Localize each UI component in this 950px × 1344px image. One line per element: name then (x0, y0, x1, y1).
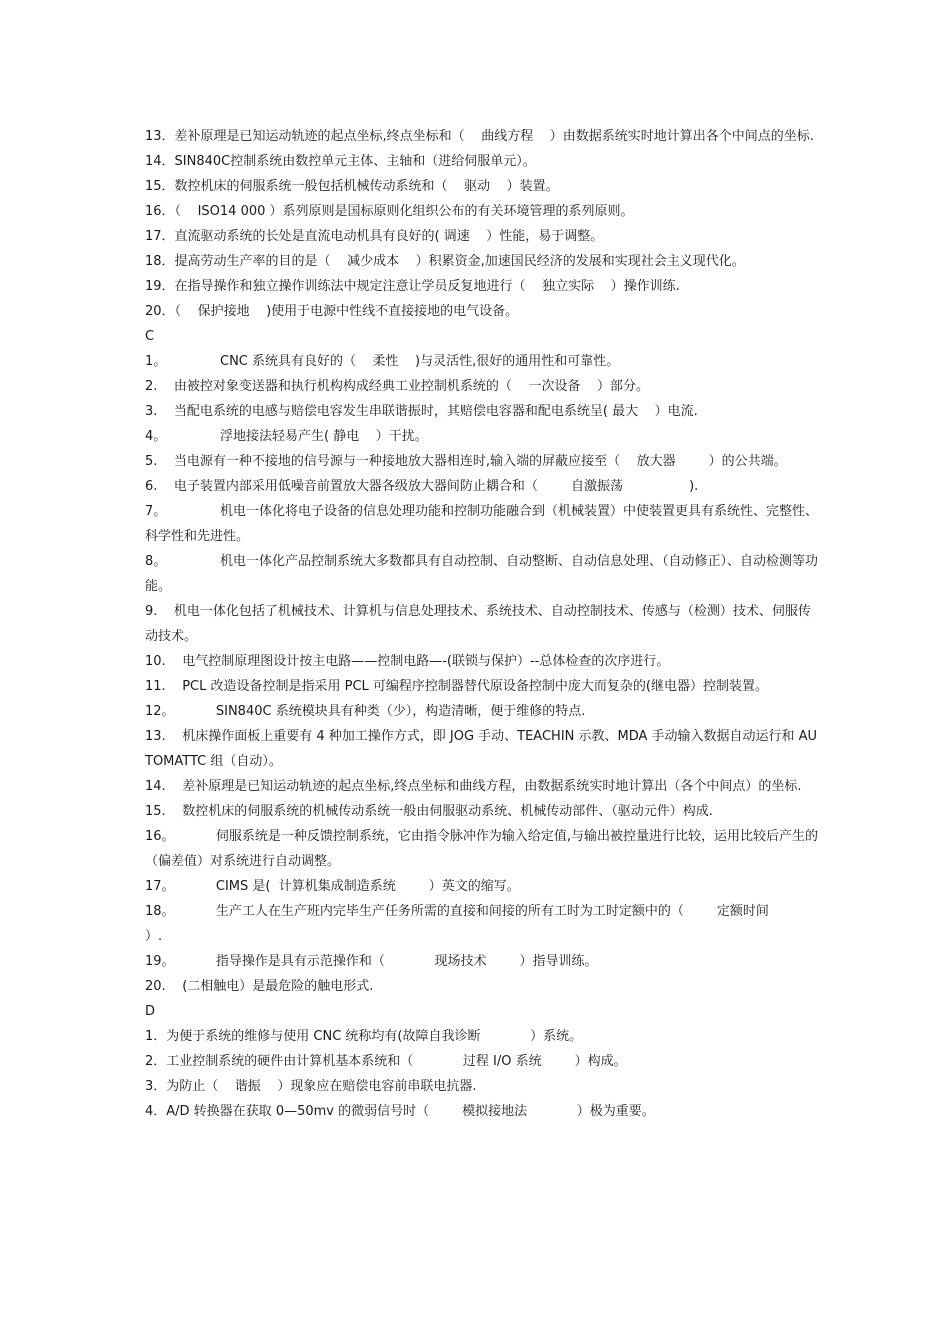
text-line: 2. 由被控对象变送器和执行机构构成经典工业控制机系统的（ 一次设备 ）部分。 (145, 379, 649, 394)
text-line: 9. 机电一体化包括了机械技术、计算机与信息处理技术、系统技术、自动控制技术、传感与（检测）技术、伺服传动技术。 (145, 604, 811, 644)
text-line: 19．在指导操作和独立操作训练法中规定注意让学员反复地进行（ 独立实际 ）操作训练. (145, 279, 680, 294)
text-line: 3. 当配电系统的电感与赔偿电容发生串联谐振时，其赔偿电容器和配电系统呈( 最大 ）电流. (145, 404, 698, 419)
text-line: 16．（ ISO14 000 ）系列原则是国标原则化组织公布的有关环境管理的系列原则。 (145, 204, 634, 219)
text-line: 14．SIN840C控制系统由数控单元主体、主轴和（进给伺服单元）。 (145, 154, 536, 169)
text-line: 20．（ 保护接地 )使用于电源中性线不直接接地的电气设备。 (145, 304, 519, 319)
section-heading-d: D (145, 1004, 156, 1019)
text-line: 6. 电子装置内部采用低噪音前置放大器各级放大器间防止耦合和（ 自激振荡 ). (145, 479, 699, 494)
text-line: 3．为防止（ 谐振 ）现象应在赔偿电容前串联电抗器. (145, 1079, 477, 1094)
text-line: 20. (二相触电）是最危险的触电形式. (145, 979, 374, 994)
text-line: 1。 CNC 系统具有良好的（ 柔性 )与灵活性,很好的通用性和可靠性。 (145, 354, 620, 369)
text-line: 10. 电气控制原理图设计按主电路——控制电路—-(联锁与保护）--总体检查的次序进行。 (145, 654, 670, 669)
text-line: 4。 浮地接法轻易产生( 静电 ）干扰。 (145, 429, 428, 444)
text-line: 11. PCL 改造设备控制是指采用 PCL 可编程序控制器替代原设备控制中庞大而复杂的(继电器）控制装置。 (145, 679, 768, 694)
text-line: 17。 CIMS 是( 计算机集成制造系统 ）英文的缩写。 (145, 879, 520, 894)
text-line: 13. 机床操作面板上重要有 4 种加工操作方式，即 JOG 手动、TEACHIN 示教、MDA 手动输入数据自动运行和 AUTOMATTC 组（自动）。 (145, 729, 818, 769)
text-line: 17．直流驱动系统的长处是直流电动机具有良好的( 调速 ）性能，易于调整。 (145, 229, 604, 244)
text-line: 1．为便于系统的维修与使用 CNC 统称均有(故障自我诊断 ）系统。 (145, 1029, 583, 1044)
text-line: 14. 差补原理是已知运动轨迹的起点坐标,终点坐标和曲线方程，由数据系统实时地计算出（各个中间点）的坐标. (145, 779, 802, 794)
section-heading-c: C (145, 329, 155, 344)
text-line: 16。 伺服系统是一种反馈控制系统，它由指令脉冲作为输入给定值,与输出被控量进行比较，运用比较后产生的（偏差值）对系统进行自动调整。 (145, 829, 818, 869)
text-line: 12。 SIN840C 系统模块具有种类（少），构造清晰，便于维修的特点. (145, 704, 586, 719)
text-line: 18．提高劳动生产率的目的是（ 减少成本 ）积累资金,加速国民经济的发展和实现社会主义现代化。 (145, 254, 745, 269)
text-line: 19。 指导操作是具有示范操作和（ 现场技术 ）指导训练。 (145, 954, 598, 969)
text-line: 5. 当电源有一种不接地的信号源与一种接地放大器相连时,输入端的屏蔽应接至（ 放大器 ）的公共端。 (145, 454, 787, 469)
text-line: 2．工业控制系统的硬件由计算机基本系统和（ 过程 I/O 系统 ）构成。 (145, 1054, 627, 1069)
text-line: 18。 生产工人在生产班内完毕生产任务所需的直接和间接的所有工时为工时定额中的（ 定额时间 ）. (145, 904, 836, 944)
text-line: 15. 数控机床的伺服系统的机械传动系统一般由伺服驱动系统、机械传动部件、（驱动元件）构成. (145, 804, 713, 819)
text-line: 13．差补原理是已知运动轨迹的起点坐标,终点坐标和（ 曲线方程 ）由数据系统实时地计算出各个中间点的坐标. (145, 129, 814, 144)
text-line: 7。 机电一体化将电子设备的信息处理功能和控制功能融合到（机械装置）中使装置更具有系统性、完整性、科学性和先进性。 (145, 504, 818, 544)
text-line: 8。 机电一体化产品控制系统大多数都具有自动控制、自动整断、自动信息处理、（自动修正）、自动检测等功能。 (145, 554, 818, 594)
text-line: 4．A/D 转换器在获取 0—50mv 的微弱信号时（ 模拟接地法 ）极为重要。 (145, 1104, 655, 1119)
text-line: 15．数控机床的伺服系统一般包括机械传动系统和（ 驱动 ）装置。 (145, 179, 559, 194)
